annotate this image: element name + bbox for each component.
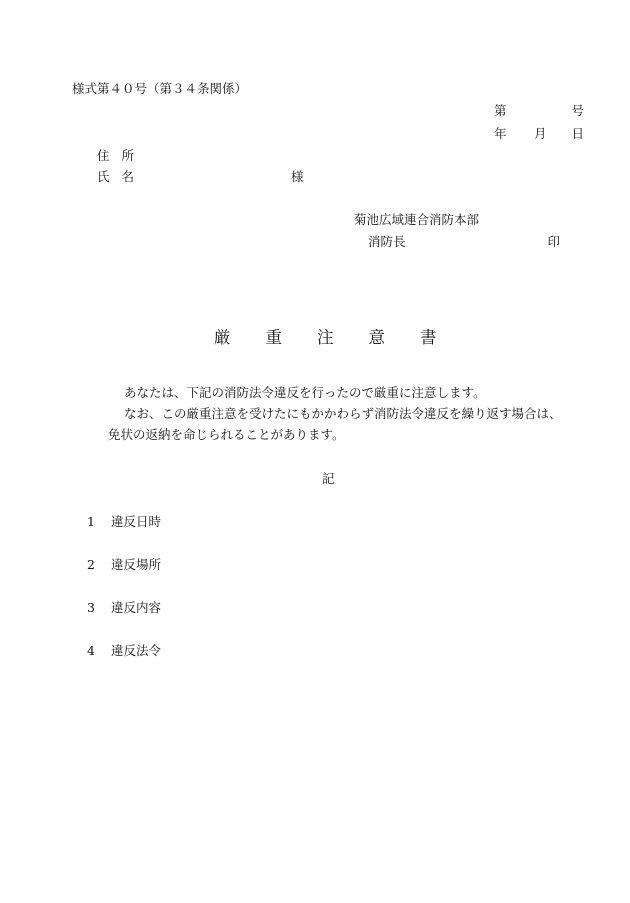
item-label: 違反日時: [111, 514, 162, 529]
name-row: [97, 169, 307, 185]
honorific: 様: [291, 169, 304, 184]
ki-heading: 記: [322, 471, 335, 486]
number-prefix: 第: [494, 103, 507, 118]
item-label: 違反場所: [111, 557, 162, 572]
date-year: 年: [494, 126, 507, 141]
item-number: 4: [87, 643, 95, 658]
item-number: 2: [87, 557, 95, 572]
body-line-2: なお、この厳重注意を受けたにもかかわらず消防法令違反を繰り返す場合は、: [124, 406, 562, 421]
item-label: 違反法令: [111, 643, 162, 658]
document-title: 厳重注意書: [214, 328, 472, 347]
date-month: 月: [534, 126, 547, 141]
item-number: 1: [87, 514, 95, 529]
list-item: [87, 514, 161, 530]
name-label: 氏名: [97, 169, 147, 184]
list-item: [87, 600, 161, 616]
body-line-1: あなたは、下記の消防法令違反を行ったので厳重に注意します。: [124, 385, 486, 400]
list-item: [87, 643, 161, 659]
form-number: 様式第４０号（第３４条関係）: [72, 81, 248, 96]
list-item: [87, 557, 161, 573]
body-text: [108, 382, 588, 445]
seal-mark: 印: [547, 234, 560, 249]
address-label: 住所: [97, 148, 147, 163]
body-line-3: 免状の返納を命じられることがあります。: [108, 427, 345, 442]
item-label: 違反内容: [111, 600, 162, 615]
number-suffix: 号: [571, 103, 584, 118]
issuer-chief-title: 消防長: [368, 234, 406, 249]
item-number: 3: [87, 600, 95, 615]
address-row: [97, 148, 146, 164]
issuer-department: 菊池広域連合消防本部: [354, 212, 480, 227]
date-day: 日: [571, 126, 584, 141]
